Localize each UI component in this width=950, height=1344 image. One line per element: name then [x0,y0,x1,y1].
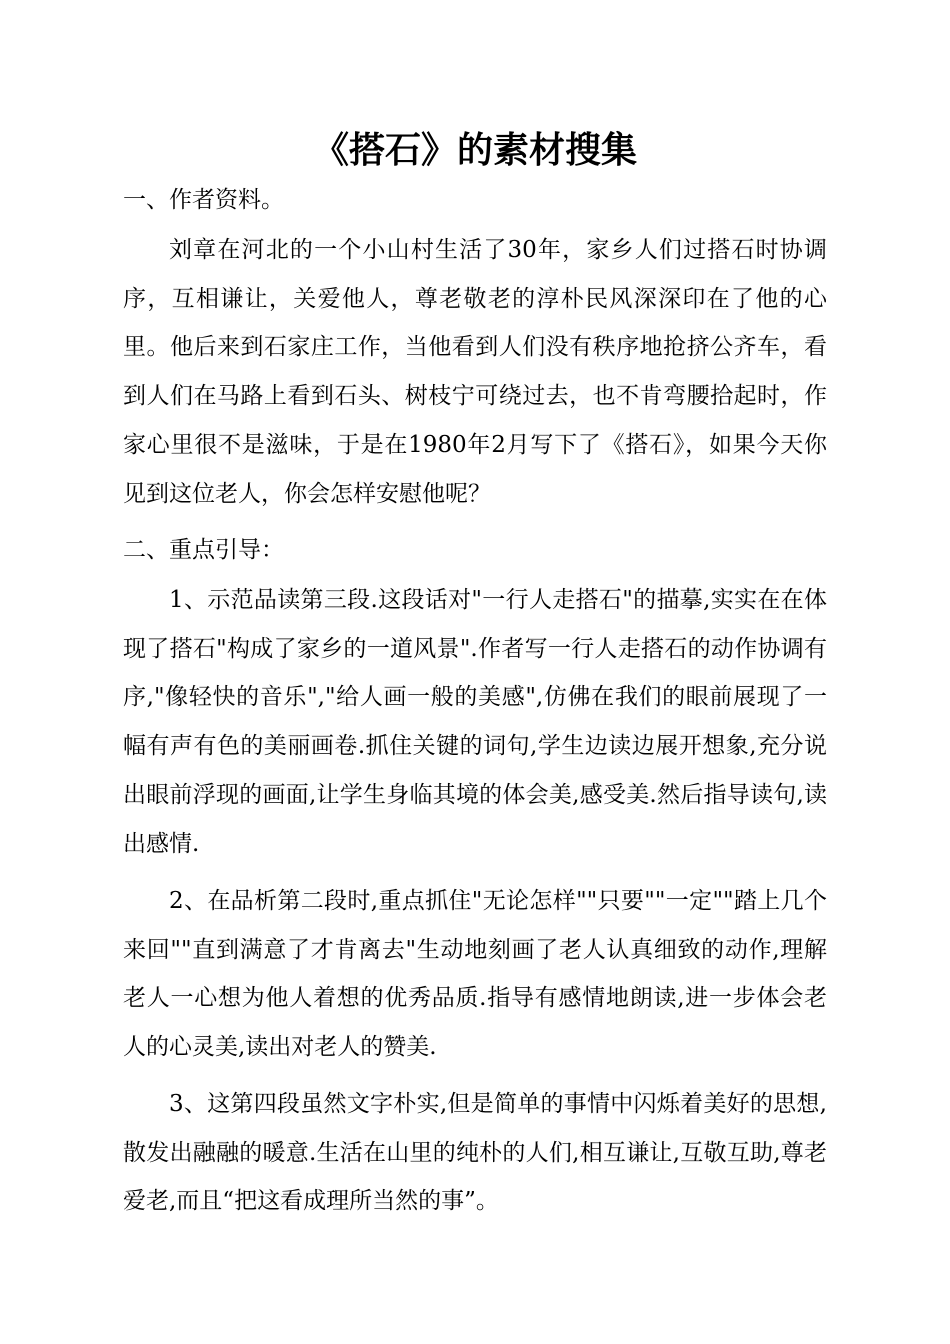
document-title: 《搭石》的素材搜集 [312,129,637,171]
author-info-paragraph: 刘章在河北的一个小山村生活了30年，家乡人们过搭石时协调序，互相谦让，关爱他人，尊老敬老的淳朴民风深深印在了他的心里。他后来到石家庄工作，当他看到人们没有秩序地抢挤公齐车，看到人们在马路上看到石头、树枝宁可绕过去，也不肯弯腰拾起时，作家心里很不是滋味，于是在1980年2月写下了《搭石》，如果今天你见到这位老人，你会怎样安慰他呢？ [123,237,827,507]
guidance-point-3: 3、这第四段虽然文字朴实,但是简单的事情中闪烁着美好的思想,散发出融融的暖意.生活在山里的纯朴的人们,相互谦让,互敬互助,尊老爱老,而且“把这看成理所当然的事”。 [123,1091,827,1215]
section-heading-author-info: 一、作者资料。 [123,187,284,213]
section-heading-key-guidance: 二、重点引导： [123,537,284,563]
guidance-point-2: 2、在品析第二段时,重点抓住"无论怎样""只要""一定""踏上几个来回""直到满意了才肯离去"生动地刻画了老人认真细致的动作,理解老人一心想为他人着想的优秀品质.指导有感情地朗读,进一步体会老人的心灵美,读出对老人的赞美. [123,888,827,1061]
guidance-point-1: 1、示范品读第三段.这段话对"一行人走搭石"的描摹,实实在在体现了搭石"构成了家乡的一道风景".作者写一行人走搭石的动作协调有序,"像轻快的音乐","给人画一般的美感",仿佛在我们的眼前展现了一幅有声有色的美丽画卷.抓住关键的词句,学生边读边展开想象,充分说出眼前浮现的画面,让学生身临其境的体会美,感受美.然后指导读句,读出感情. [123,587,827,857]
